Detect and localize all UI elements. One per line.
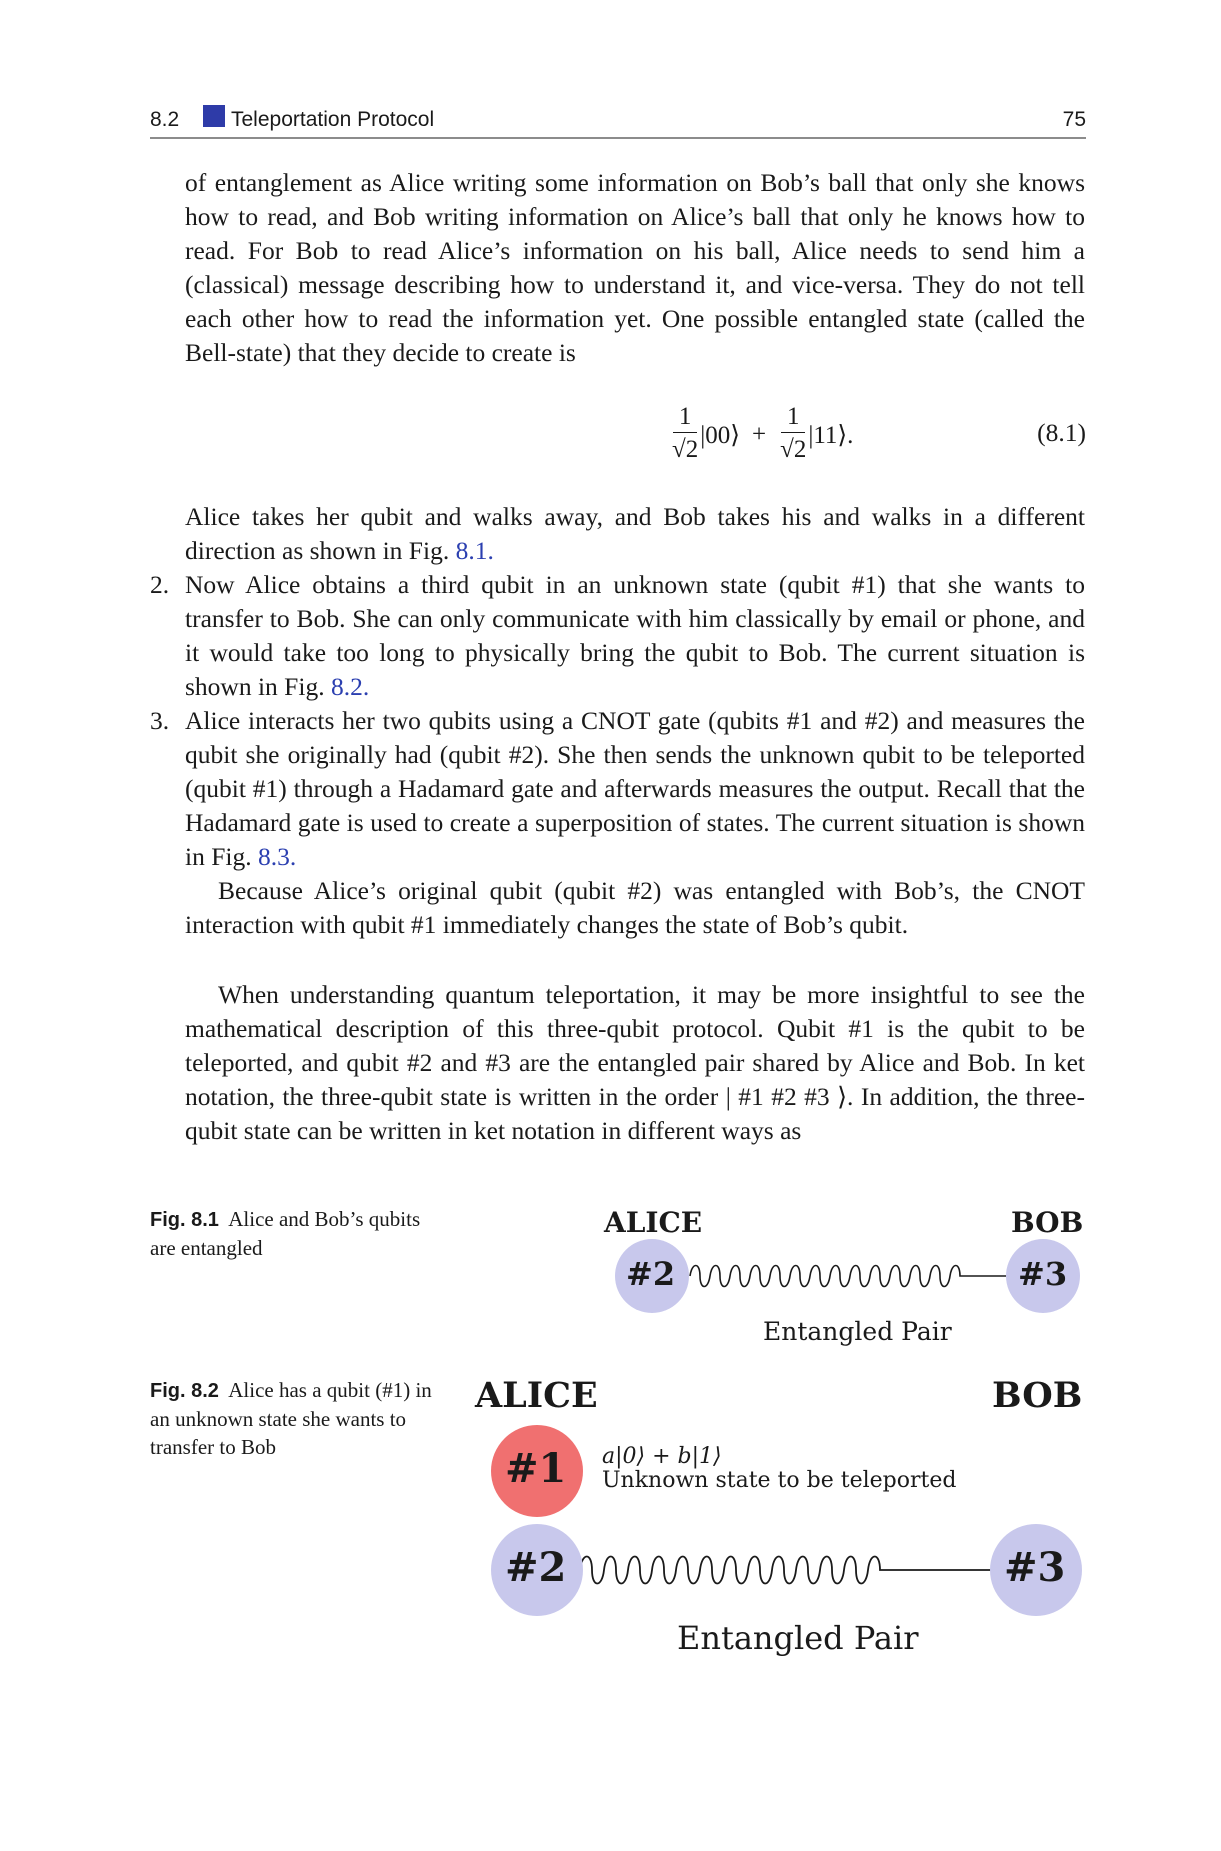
fig2-bob-label: BOB [992, 1375, 1083, 1416]
figure-8-2-caption [150, 1376, 440, 1461]
figure-ref-8-2[interactable]: 8.2 [330, 672, 363, 701]
fig2-state-label: Unknown state to be teleported [602, 1468, 957, 1493]
fig1-alice-label: ALICE [604, 1206, 703, 1239]
fig2-state-formula: a|0⟩ + b|1⟩ [602, 1444, 722, 1469]
section-number: 8.2 [150, 108, 180, 131]
fig1-qubit-2-label: #2 [626, 1255, 676, 1293]
fig2-spring-line [580, 1557, 994, 1584]
page-number: 75 [1062, 108, 1086, 131]
fig1-spring-line [690, 1266, 1006, 1287]
plus-sign: + [752, 420, 767, 448]
list-marker: 2. [150, 570, 170, 599]
list-marker: 3. [150, 706, 170, 735]
figure-ref-8-3[interactable]: 8.3 [257, 842, 290, 871]
list-item-text: Now Alice obtains a third qubit in an unknown state (qubit #1) that she wants to transfer to Bob. She can only communicate with him classically by email or phone, and it would take too long to physically bring the qubit to Bob. The current situation is shown in Fig. 8.2. [185, 570, 1085, 701]
fig1-qubit-3-label: #3 [1018, 1255, 1068, 1293]
fig2-alice-label: ALICE [475, 1375, 598, 1416]
paragraph-walk-away: Alice takes her qubit and walks away, and Bob takes his and walks in a different direction as shown in Fig. 8.1. [185, 502, 1085, 565]
list-item-paragraph: Because Alice’s original qubit (qubit #2) was entangled with Bob’s, the CNOT interaction with qubit #1 immediately changes the state of Bob’s qubit. [185, 876, 1085, 939]
fig2-qubit-1-label: #1 [505, 1445, 567, 1492]
ket-00: |00⟩ [700, 421, 740, 449]
caption-text: Alice and Bob’s qubits are entangled [150, 1207, 421, 1260]
fig2-qubit-2-label: #2 [505, 1544, 567, 1591]
list-item-text: Alice interacts her two qubits using a CNOT gate (qubits #1 and #2) and measures the qubit she originally had (qubit #2). She then sends the unknown qubit to be teleported (qubit #1) through a Hadamard gate and afterwards measures the output. Recall that the Hadamard gate is used to create a superposition of states. The current situation is shown in Fig. 8.3. [185, 706, 1085, 871]
fig2-pair-label: Entangled Pair [677, 1619, 919, 1657]
paragraph-mathematical: When understanding quantum teleportation, it may be more insightful to see the mathematical description of this three-qubit protocol. Qubit #1 is the qubit to be teleported, and qubit #2 and #3 are the entangled pair shared by Alice and Bob. In ket notation, the three-qubit state is written in the order | #1 #2 #3 ⟩. In addition, the three-qubit state can be written in ket notation in different ways as [185, 980, 1085, 1145]
figure-ref-8-1[interactable]: 8.1 [455, 536, 488, 565]
fraction: $\frac{1}{√2}$ [780, 403, 807, 463]
fig2-qubit-3-label: #3 [1004, 1544, 1066, 1591]
paragraph-entanglement: of entanglement as Alice writing some information on Bob’s ball that only she knows how to read, and Bob writing information on Alice’s ball that only he knows how to read. For Bob to read Alice’s information on his ball, Alice needs to send him a (classical) message describing how to understand it, and vice-versa. They do not tell each other how to read the information yet. One possible entangled state (called the Bell-state) that they decide to create is [185, 168, 1085, 367]
fig1-pair-label: Entangled Pair [763, 1317, 952, 1346]
section-title: Teleportation Protocol [231, 108, 435, 131]
fig1-bob-label: BOB [1011, 1206, 1084, 1239]
fraction: $\frac{1}{√2}$ [672, 403, 699, 463]
figure-label: Fig. 8.1 [150, 1209, 219, 1231]
ket-11: |11⟩. [808, 421, 854, 449]
figure-label: Fig. 8.2 [150, 1380, 219, 1402]
caption-text: Alice has a qubit (#1) in an unknown state she wants to transfer to Bob [150, 1378, 432, 1459]
equation-number: (8.1) [1037, 418, 1086, 447]
